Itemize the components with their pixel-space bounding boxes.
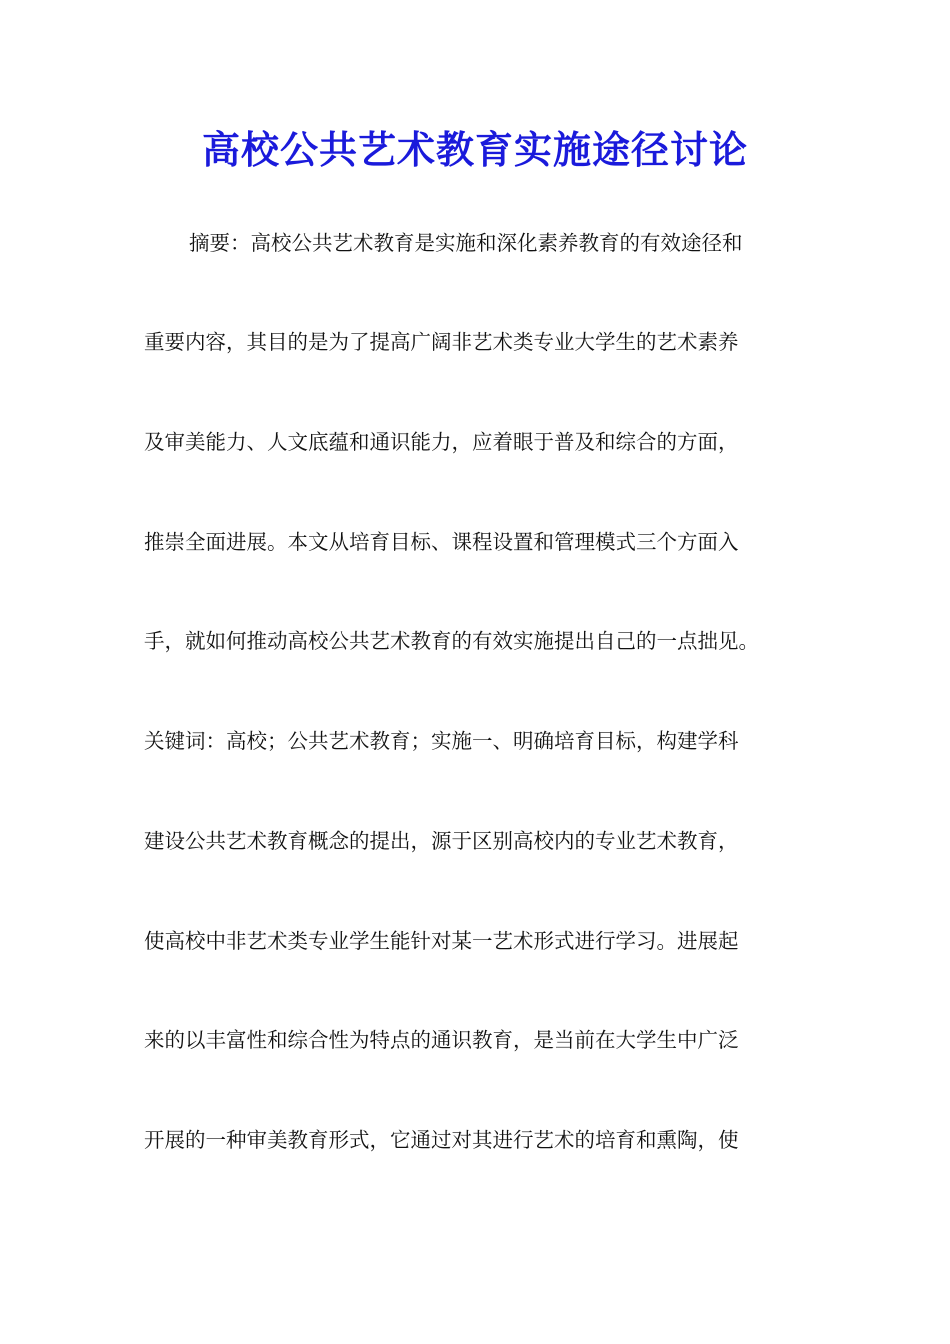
abstract-line: 重要内容，其目的是为了提高广阔非艺术类专业大学生的艺术素养	[144, 330, 739, 354]
abstract-line: 及审美能力、人文底蕴和通识能力，应着眼于普及和综合的方面，	[144, 430, 739, 454]
keywords-line: 关键词：高校；公共艺术教育；实施一、明确培育目标，构建学科	[144, 729, 739, 753]
body-text-line: 建设公共艺术教育概念的提出，源于区别高校内的专业艺术教育，	[144, 829, 739, 853]
body-text-line: 开展的一种审美教育形式，它通过对其进行艺术的培育和熏陶，使	[144, 1128, 739, 1152]
body-text-line: 来的以丰富性和综合性为特点的通识教育，是当前在大学生中广泛	[144, 1028, 739, 1052]
abstract-line: 手，就如何推动高校公共艺术教育的有效实施提出自己的一点拙见。	[144, 629, 759, 653]
abstract-line: 推崇全面进展。本文从培育目标、课程设置和管理模式三个方面入	[144, 530, 739, 554]
abstract-line: 摘要：高校公共艺术教育是实施和深化素养教育的有效途径和	[189, 231, 743, 255]
body-text-line: 使高校中非艺术类专业学生能针对某一艺术形式进行学习。进展起	[144, 929, 739, 953]
document-title: 高校公共艺术教育实施途径讨论	[201, 127, 748, 172]
